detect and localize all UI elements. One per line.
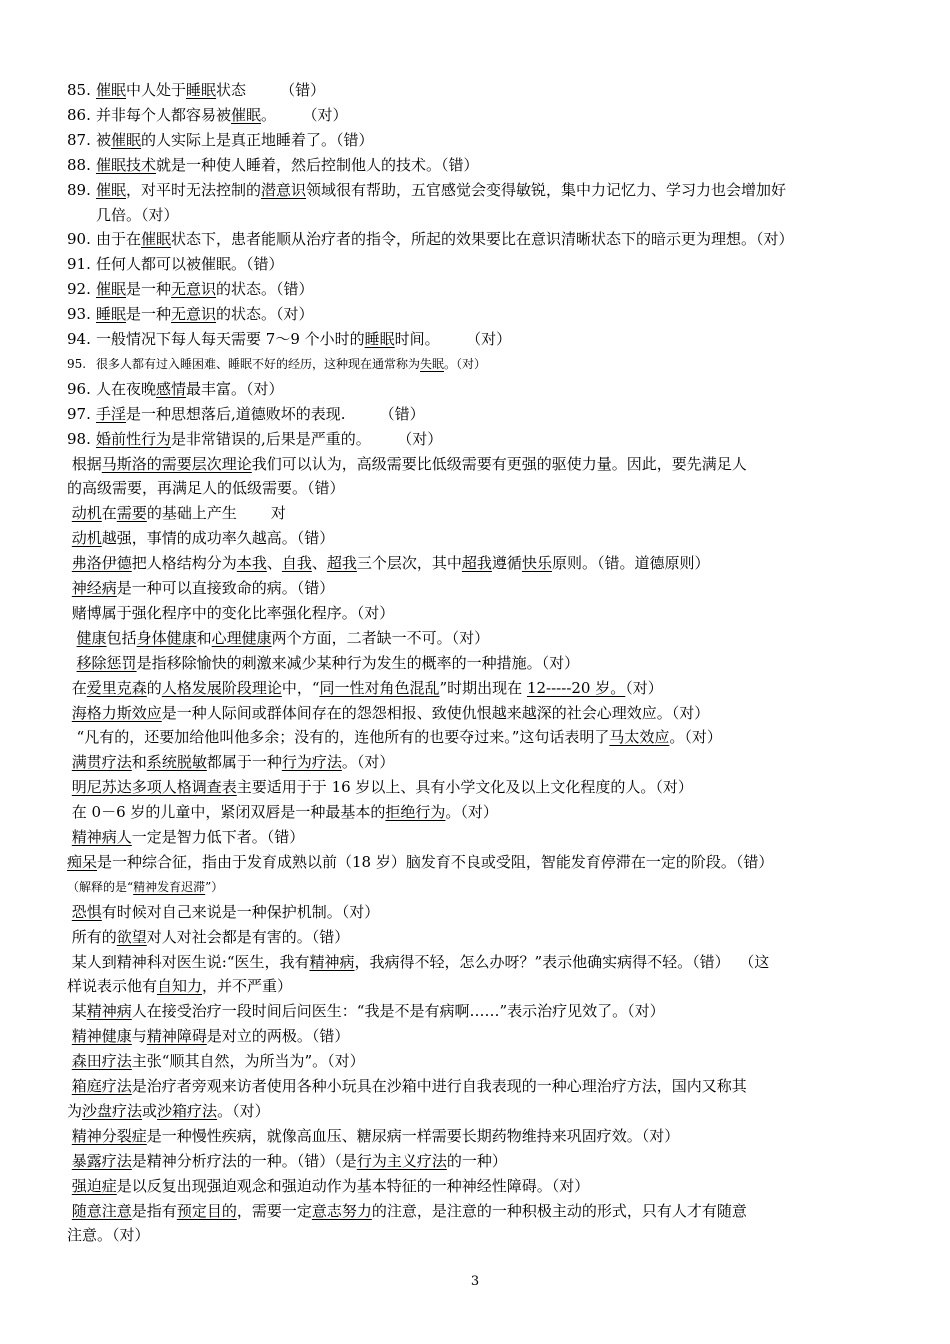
underlined-term: 森田疗法 (71, 1052, 132, 1071)
text-segment: 与 (131, 1027, 147, 1046)
text-line (67, 1124, 868, 1149)
underlined-term: 神经病 (71, 579, 117, 597)
underlined-term: 满贯疗法 (71, 753, 132, 772)
item-number: 89. (67, 180, 91, 199)
underlined-term: 超我 (461, 554, 492, 573)
underlined-term: 超我 (326, 554, 357, 573)
underlined-term: 随意注意 (71, 1201, 132, 1220)
text-segment: 越强，事情的成功率久越高。（错） (101, 529, 335, 548)
underlined-term: 精神分裂症 (71, 1126, 147, 1145)
text-segment: 是对立的两极。（错） (206, 1027, 350, 1046)
text-segment: “凡有的，还要加给他叫他多余；没有的，连他所有的也要夺过来。”这句话表明了 (67, 728, 610, 747)
underlined-term: 强迫症 (71, 1176, 117, 1195)
text-segment: 任何人都可以被催眠。（错） (96, 255, 284, 274)
text-line (67, 1174, 868, 1199)
text-line (67, 750, 868, 775)
text-line (67, 775, 868, 800)
item-number: 92. (67, 280, 91, 299)
text-segment: 。（对） (341, 753, 395, 772)
underlined-term: 睡眠 (186, 81, 217, 99)
text-line (67, 128, 868, 153)
text-segment: 我们可以认为，高级需要比低级需要有更强的驱使力量。因此，要先满足人 (251, 454, 747, 473)
answer-mark: （对） (404, 429, 443, 448)
text-segment: 一定是智力低下者。（错） (131, 828, 305, 846)
underlined-term: 手淫 (96, 404, 127, 423)
underlined-term: 马斯洛的需要层次理论 (101, 454, 252, 473)
text-segment: 赌博属于强化程序中的变化比率强化程序。（对） (67, 603, 395, 622)
underlined-term: 行为疗法 (281, 753, 342, 772)
underlined-term: 健康 (76, 628, 107, 647)
text-line (67, 476, 868, 501)
text-line (67, 103, 868, 128)
text-segment: 很多人都有过入睡困难、睡眠不好的经历，这种现在通常称为 (96, 356, 421, 371)
underlined-term: 弗洛伊德 (71, 554, 132, 573)
underlined-term: 精神障碍 (146, 1027, 207, 1046)
underlined-term: 意志努力 (311, 1201, 372, 1220)
text-segment: 是一种思想落后,道德败坏的表现. (126, 404, 346, 423)
text-line (67, 950, 868, 975)
text-segment: 就是一种使人睡着，然后控制他人的技术。（错） (156, 155, 479, 174)
text-segment: 是指移除愉快的刺激来减少某种行为发生的概率的一种措施。（对） (136, 653, 580, 672)
text-line (67, 203, 868, 228)
underlined-term: 动机 (71, 504, 102, 523)
text-segment: 的注意，是注意的一种积极主动的形式，只有人才有随意 (371, 1201, 747, 1220)
underlined-term: 人格发展阶段理论 (161, 678, 282, 697)
item-number: 91. (67, 255, 91, 274)
text-segment: 和 (196, 628, 212, 647)
text-line (67, 850, 868, 875)
underlined-term: 爱里克森 (86, 678, 147, 697)
text-segment: 是非常错误的,后果是严重的。 (171, 429, 371, 448)
underlined-term: 催眠 (96, 180, 127, 199)
text-segment: 的高级需要，再满足人的低级需要。（错） (67, 479, 345, 498)
text-segment: 是精神分析疗法的一种。（错）（是 (131, 1151, 357, 1170)
answer-mark: 对 (270, 504, 286, 523)
text-segment: ”） (205, 879, 224, 894)
underlined-term: 潜意识 (261, 180, 307, 199)
text-line (67, 153, 868, 178)
text-segment: 。 (261, 105, 277, 124)
text-segment: 有时候对自己来说是一种保护机制。（对） (101, 902, 380, 921)
text-line (67, 800, 868, 825)
underlined-term: 本我 (236, 554, 267, 573)
underlined-term: 马太效应 (609, 728, 670, 747)
text-line (67, 1099, 868, 1124)
text-line (67, 78, 868, 103)
text-segment: 几倍。（对） (96, 205, 179, 224)
underlined-term: 快乐 (521, 554, 552, 573)
underlined-term: 暴露疗法 (71, 1151, 132, 1170)
text-segment: 人在夜晚 (96, 379, 157, 398)
item-number: 98. (67, 429, 91, 448)
text-segment: 的状态。（对） (216, 305, 314, 324)
text-segment: 的基础上产生 (146, 504, 237, 523)
text-line (67, 277, 868, 302)
item-number: 95. (67, 356, 87, 371)
item-number: 85. (67, 81, 91, 99)
text-line (67, 626, 868, 651)
text-segment: 由于在 (96, 230, 142, 249)
text-segment: 是一种可以直接致命的病。（错） (116, 579, 335, 597)
underlined-term: 拒绝行为 (385, 803, 446, 822)
underlined-term: 需要 (116, 504, 147, 523)
text-line (67, 701, 868, 726)
text-line (67, 900, 868, 925)
underlined-term: 身体健康 (136, 628, 197, 647)
text-line (67, 178, 868, 203)
text-line (67, 1199, 868, 1224)
text-segment: 时间。 (394, 330, 440, 348)
text-segment: 状态下，患者能顺从治疗者的指令，所起的效果要比在意识清晰状态下的暗示更为理想。（对） (171, 230, 794, 249)
underlined-term: 精神病 (309, 952, 355, 971)
underlined-term: 沙箱疗法 (157, 1101, 218, 1120)
item-number: 93. (67, 305, 91, 324)
text-line (67, 925, 868, 950)
text-line (67, 227, 868, 252)
text-line (67, 601, 868, 626)
text-segment: 的人实际上是真正地睡着了。（错） (141, 130, 374, 149)
text-segment: 的一种） (446, 1151, 507, 1170)
text-segment: 的状态。（错） (216, 280, 314, 299)
text-line (67, 999, 868, 1024)
text-segment: 。（对） (445, 803, 498, 822)
text-segment: 包括 (106, 628, 137, 647)
underlined-term: 无意识 (171, 280, 217, 299)
text-line (67, 676, 868, 701)
underlined-term: 海格力斯效应 (71, 703, 162, 722)
text-segment: 注意。（对） (67, 1226, 150, 1245)
item-number: 88. (67, 155, 91, 174)
text-segment: （对） (625, 678, 663, 697)
text-segment: 的 (146, 678, 162, 697)
text-segment (67, 629, 77, 647)
text-segment: 某 (67, 1002, 87, 1021)
answer-mark: （对） (310, 105, 348, 124)
text-segment: 人在接受治疗一段时间后问医生：“我是不是有病啊……”表示治疗见效了。（对） (131, 1002, 665, 1021)
underlined-term: 失眠 (420, 356, 445, 371)
text-segment: 是指有 (131, 1201, 177, 1220)
underlined-term: 明尼苏达多项人格调查表 (71, 778, 237, 797)
answer-mark: （错） (379, 404, 425, 423)
text-segment: 中人处于 (126, 81, 187, 99)
underlined-term: 同一性对角色混乱 (319, 678, 440, 697)
underlined-term: 催眠 (231, 105, 262, 124)
text-segment: 两个方面，二者缺一不可。（对） (271, 628, 490, 647)
underlined-term: 箱庭疗法 (71, 1077, 132, 1095)
text-line (67, 875, 868, 900)
underlined-term: 催眠技术 (96, 155, 157, 174)
underlined-term: 精神健康 (71, 1027, 132, 1046)
underlined-term: 催眠 (96, 280, 127, 299)
text-segment: 。（对） (444, 356, 487, 371)
text-segment: 。（对） (669, 728, 722, 747)
underlined-term: 催眠 (96, 81, 127, 99)
text-segment: 是一种 (126, 305, 172, 324)
text-segment: 三个层次，其中 (356, 554, 462, 573)
underlined-term: 欲望 (116, 927, 147, 946)
text-segment: 中，“ (281, 678, 320, 697)
underlined-term: 精神发育迟滞 (133, 879, 206, 894)
text-segment: 对人对社会都是有害的。（错） (146, 927, 350, 946)
underlined-term: 12-----20 岁。 (526, 678, 626, 697)
text-segment: 样说表示他有 (67, 977, 158, 996)
underlined-term: 行为主义疗法 (356, 1151, 447, 1170)
text-segment: 所有的 (67, 927, 117, 946)
text-segment: 是一种综合征，指由于发育成熟以前（18 岁）脑发育不良或受阻，智能发育停滞在一定的阶段。（错） (97, 852, 774, 871)
item-number: 86. (67, 105, 91, 124)
text-segment: 是一种人际间或群体间存在的怨怨相报、致使仇恨越来越深的社会心理效应。（对） (161, 703, 710, 722)
underlined-term: 沙盘疗法 (82, 1101, 143, 1120)
text-segment: 是治疗者旁观来访者使用各种小玩具在沙箱中进行自我表现的一种心理治疗方法，国内又称其 (131, 1077, 747, 1095)
underlined-term: 动机 (71, 529, 102, 548)
underlined-term: 感情 (156, 379, 187, 398)
text-line (67, 327, 868, 352)
text-segment: ”时期出现在 (439, 678, 527, 697)
item-number: 94. (67, 330, 91, 348)
underlined-term: 系统脱敏 (146, 753, 207, 772)
item-number: 97. (67, 404, 91, 423)
text-segment: 在 (67, 678, 87, 697)
text-line (67, 427, 868, 452)
text-segment: 遵循 (491, 554, 522, 573)
text-line (67, 551, 868, 576)
text-segment: 把人格结构分为 (131, 554, 237, 573)
item-number: 90. (67, 230, 91, 249)
text-line (67, 402, 868, 427)
text-line (67, 974, 868, 999)
underlined-term: 自知力 (157, 977, 203, 996)
text-segment: 或 (142, 1101, 158, 1120)
text-line (67, 352, 868, 377)
text-line (67, 302, 868, 327)
text-segment: 主张“顺其自然，为所当为”。（对） (131, 1052, 365, 1071)
text-segment: 在 (101, 504, 117, 523)
text-line (67, 651, 868, 676)
text-segment: 领域很有帮助，五官感觉会变得敏锐，集中力记忆力、学习力也会增加好 (306, 180, 787, 199)
underlined-term: 精神病人 (71, 828, 132, 846)
underlined-term: 婚前性行为 (96, 429, 172, 448)
underlined-term: 恐惧 (71, 902, 102, 921)
text-segment: 在 0－6 岁的儿童中，紧闭双唇是一种最基本的 (67, 803, 386, 822)
underlined-term: 睡眠 (364, 330, 395, 348)
text-segment: ，对平时无法控制的 (126, 180, 262, 199)
text-segment: ，我病得不轻，怎么办呀？”表示他确实病得不轻。（错） （这 (354, 952, 770, 971)
underlined-term: 催眠 (141, 230, 172, 249)
underlined-term: 无意识 (171, 305, 217, 324)
text-segment: 都属于一种 (206, 753, 282, 772)
text-segment: 、 (311, 554, 327, 573)
text-line (67, 452, 868, 477)
underlined-term: 精神病 (86, 1002, 132, 1021)
text-line (67, 725, 868, 750)
underlined-term: 睡眠 (96, 305, 127, 324)
text-segment: 、 (266, 554, 282, 573)
text-segment: 。（对） (217, 1101, 270, 1120)
text-segment (67, 654, 77, 672)
text-line (67, 501, 868, 526)
text-segment: 为 (67, 1101, 83, 1120)
underlined-term: 痴呆 (67, 852, 98, 871)
underlined-term: 催眠 (111, 130, 142, 149)
answer-mark: （错） (280, 81, 326, 99)
text-line (67, 252, 868, 277)
text-segment: 一般情况下每人每天需要 7～9 个小时的 (96, 330, 365, 348)
text-line (67, 825, 868, 850)
text-segment: 最丰富。（对） (186, 379, 284, 398)
underlined-term: 自我 (281, 554, 312, 573)
text-segment: 是一种 (126, 280, 172, 299)
text-segment: 原则。（错。道德原则） (551, 554, 710, 573)
text-segment: 根据 (67, 454, 102, 473)
text-segment: ，需要一定 (236, 1201, 312, 1220)
underlined-term: 心理健康 (211, 628, 272, 647)
text-line (67, 1049, 868, 1074)
text-segment: 和 (131, 753, 147, 772)
page-number: 3 (470, 1274, 480, 1289)
underlined-term: 预定目的 (176, 1201, 237, 1220)
text-line (67, 1223, 868, 1248)
item-number: 87. (67, 130, 91, 149)
text-segment: 并非每个人都容易被 (96, 105, 232, 124)
answer-mark: （对） (473, 330, 512, 348)
underlined-term: 移除惩罚 (76, 653, 137, 672)
text-segment: 是一种慢性疾病，就像高血压、糖尿病一样需要长期药物维持来巩固疗效。（对） (146, 1126, 680, 1145)
text-segment: 被 (96, 130, 112, 149)
text-segment: 某人到精神科对医生说:“医生，我有 (67, 952, 310, 971)
text-segment: 是以反复出现强迫观念和强迫动作为基本特征的一种神经性障碍。（对） (116, 1176, 590, 1195)
item-number: 96. (67, 379, 91, 398)
text-segment: 主要适用于于 16 岁以上、具有小学文化及以上文化程度的人。（对） (236, 778, 693, 797)
text-line (67, 377, 868, 402)
text-line (67, 526, 868, 551)
text-segment: 状态 (216, 81, 247, 99)
text-line (67, 1024, 868, 1049)
text-segment: （解释的是“ (67, 879, 134, 894)
text-line (67, 1074, 868, 1099)
text-line (67, 1149, 868, 1174)
text-segment: ，并不严重） (202, 977, 293, 996)
text-line (67, 576, 868, 601)
